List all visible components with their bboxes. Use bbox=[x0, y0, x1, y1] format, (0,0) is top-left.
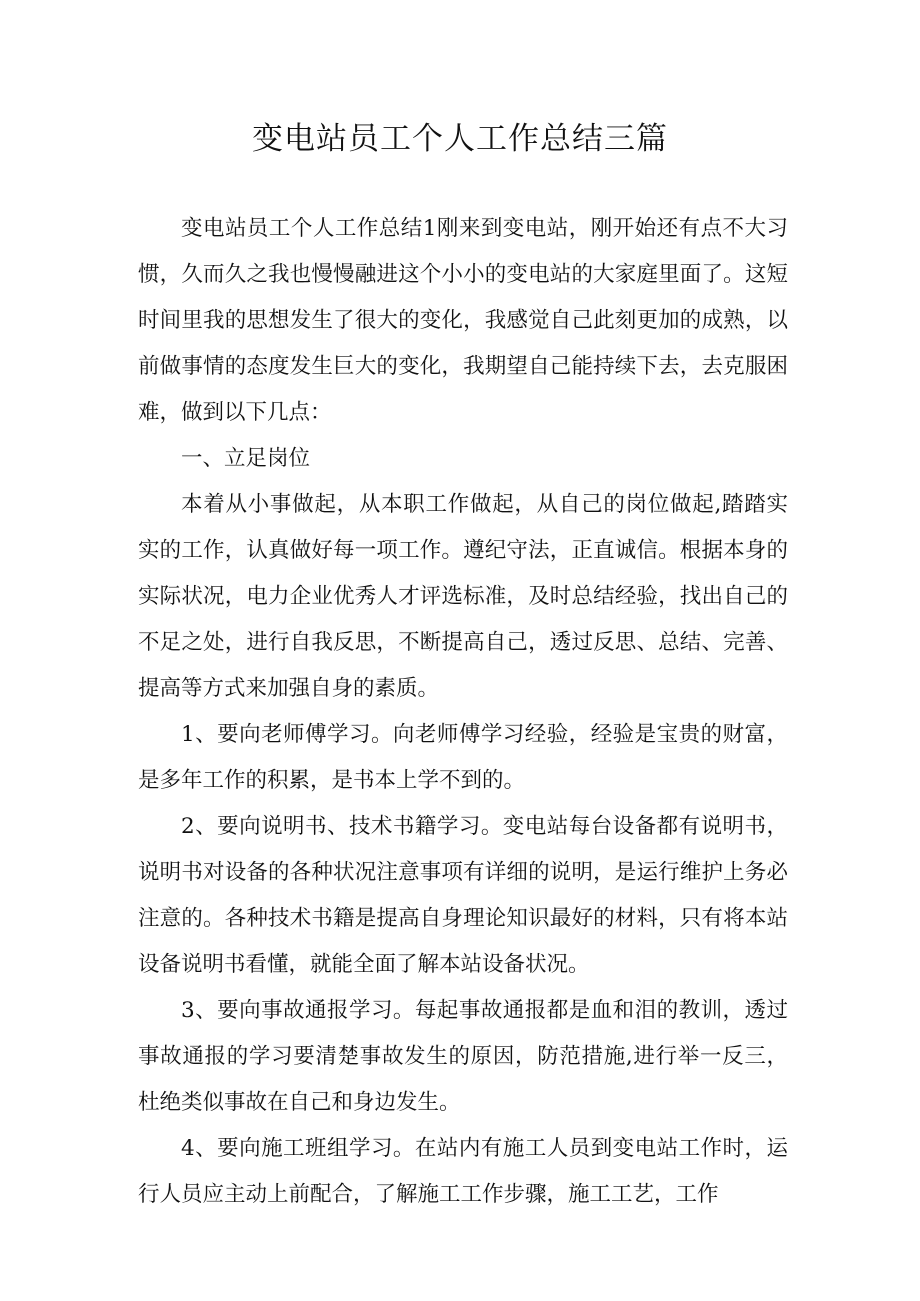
paragraph-stand-firm: 本着从小事做起，从本职工作做起，从自己的岗位做起,踏踏实实的工作，认真做好每一项工作。遵纪守法，正直诚信。根据本身的实际状况，电力企业优秀人才评选标准，及时总结经验，找出自己的不足之处，进行自我反思，不断提高自己，透过反思、总结、完善、提高等方式来加强自身的素质。 bbox=[138, 492, 788, 701]
document-body bbox=[138, 206, 788, 1218]
paragraph-item-2: 2、要向说明书、技术书籍学习。变电站每台设备都有说明书，说明书对设备的各种状况注意事项有详细的说明，是运行维护上务必注意的。各种技术书籍是提高自身理论知识最好的材料，只有将本站设备说明书看懂，就能全面了解本站设备状况。 bbox=[138, 814, 788, 977]
paragraph-item-3: 3、要向事故通报学习。每起事故通报都是血和泪的教训，透过事故通报的学习要清楚事故发生的原因，防范措施,进行举一反三，杜绝类似事故在自己和身边发生。 bbox=[138, 998, 788, 1115]
paragraph-intro: 变电站员工个人工作总结1刚来到变电站，刚开始还有点不大习惯，久而久之我也慢慢融进这个小小的变电站的大家庭里面了。这短时间里我的思想发生了很大的变化，我感觉自己此刻更加的成熟，以前做事情的态度发生巨大的变化，我期望自己能持续下去，去克服困难，做到以下几点： bbox=[138, 216, 788, 425]
document-title: 变电站员工个人工作总结三篇 bbox=[252, 121, 668, 157]
section-heading-stand-firm: 一、立足岗位 bbox=[181, 446, 311, 471]
paragraph-item-1: 1、要向老师傅学习。向老师傅学习经验，经验是宝贵的财富，是多年工作的积累，是书本上学不到的。 bbox=[138, 722, 788, 793]
paragraph-item-4: 4、要向施工班组学习。在站内有施工人员到变电站工作时，运行人员应主动上前配合，了解施工工作步骤，施工工艺，工作 bbox=[138, 1136, 788, 1207]
